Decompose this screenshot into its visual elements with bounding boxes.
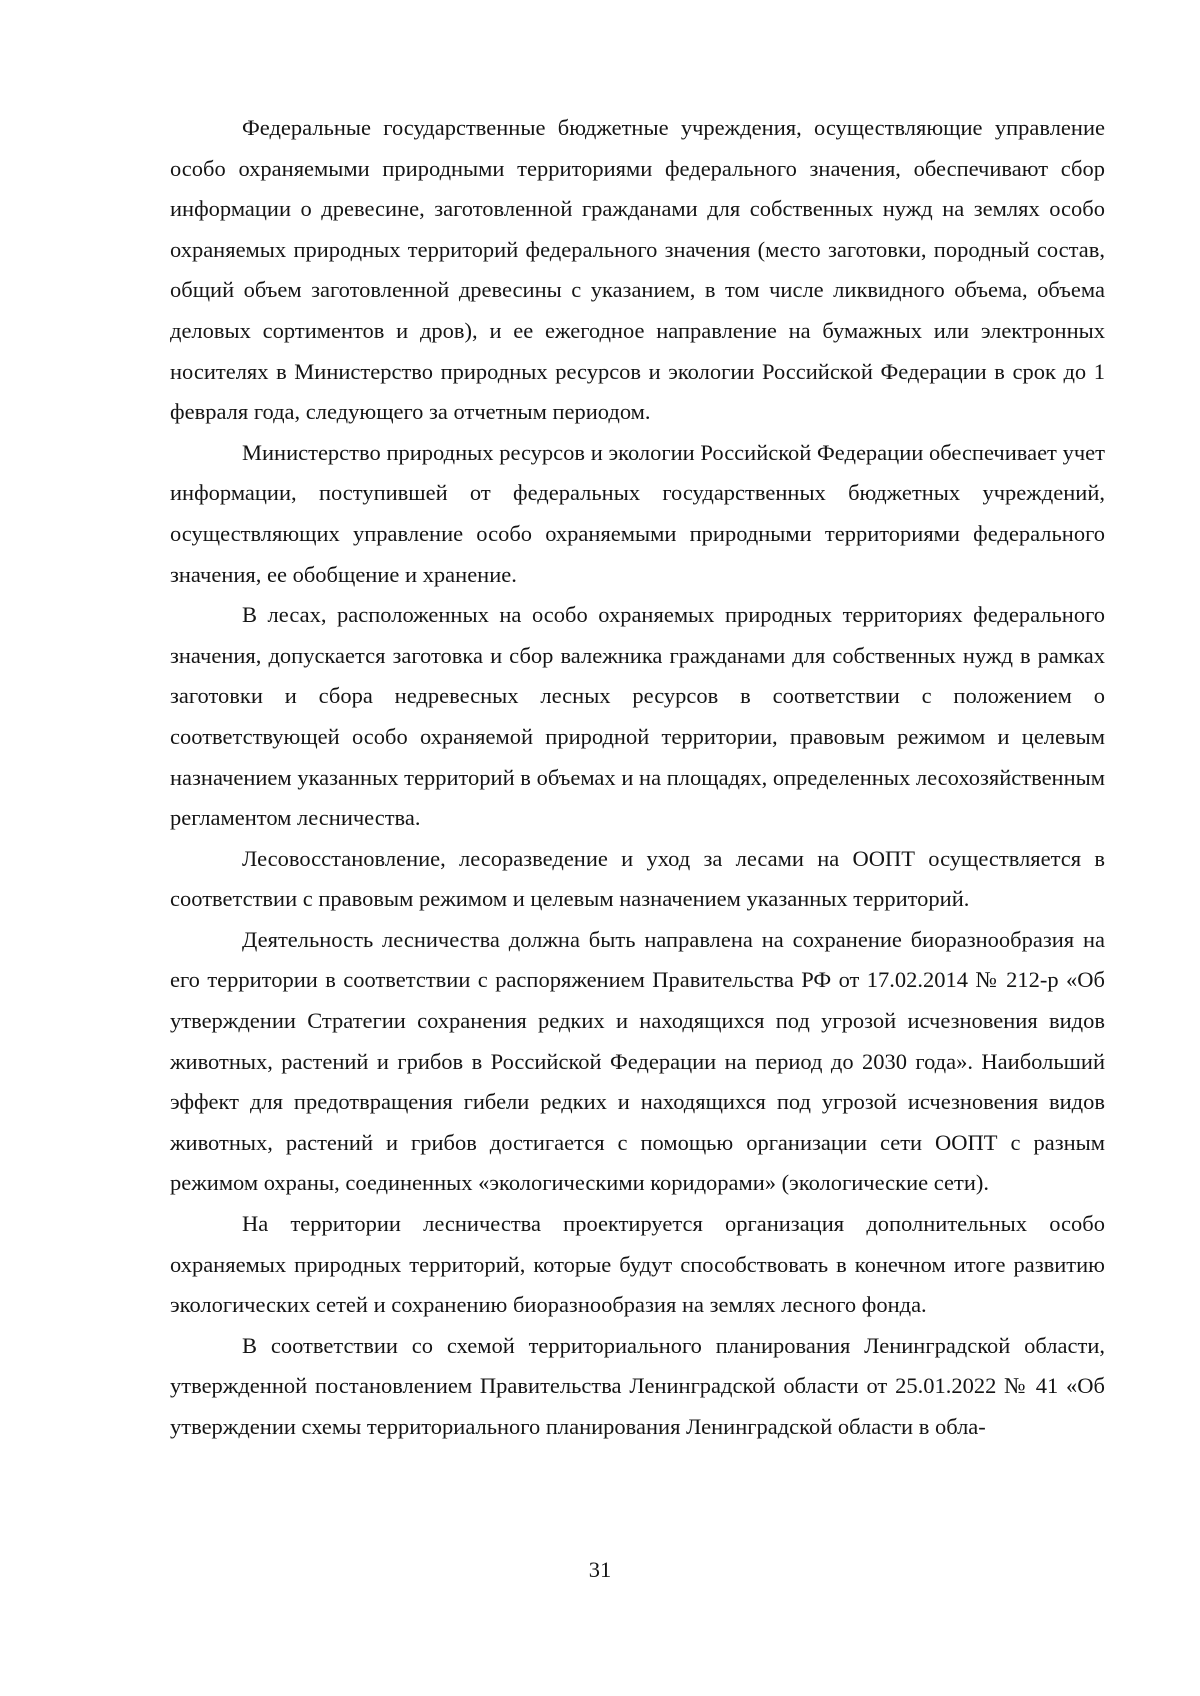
- paragraph-3: В лесах, расположенных на особо охраняемых природных территориях федерального значения, допускается заготовка и сбор валежника гражданами для собственных нужд в рамках заготовки и сбора недревесных лесных ресурсов в соответствии с положением о соответствующей особо охраняемой природной территории, правовым режимом и целевым назначением указанных территорий в объемах и на площадях, определенных лесохозяйственным регламентом лесничества.: [170, 602, 1105, 831]
- paragraph-7: В соответствии со схемой территориального планирования Ленинградской области, утвержденной постановлением Правительства Ленинградской области от 25.01.2022 № 41 «Об утверждении схемы территориального планирования Ленинградской области в обла-: [170, 1332, 1105, 1439]
- paragraph-2: Министерство природных ресурсов и экологии Российской Федерации обеспечивает учет информации, поступившей от федеральных государственных бюджетных учреждений, осуществляющих управление особо охраняемыми природными территориями федерального значения, ее обобщение и хранение.: [170, 439, 1105, 587]
- paragraph-1: Федеральные государственные бюджетные учреждения, осуществляющие управление особо охраняемыми природными территориями федерального значения, обеспечивают сбор информации о древесине, заготовленной гражданами для собственных нужд на землях особо охраняемых природных территорий федерального значения (место заготовки, породный состав, общий объем заготовленной древесины с указанием, в том числе ликвидного объема, объема деловых сортиментов и дров), и ее ежегодное направление на бумажных или электронных носителях в Министерство природных ресурсов и экологии Российской Федерации в срок до 1 февраля года, следующего за отчетным периодом.: [170, 115, 1105, 425]
- paragraph-4: Лесовосстановление, лесоразведение и уход за лесами на ООПТ осуществляется в соответствии с правовым режимом и целевым назначением указанных территорий.: [170, 845, 1105, 912]
- paragraph-6: На территории лесничества проектируется организация дополнительных особо охраняемых природных территорий, которые будут способствовать в конечном итоге развитию экологических сетей и сохранению биоразнообразия на землях лесного фонда.: [170, 1211, 1105, 1318]
- paragraph-5: Деятельность лесничества должна быть направлена на сохранение биоразнообразия на его территории в соответствии с распоряжением Правительства РФ от 17.02.2014 № 212-р «Об утверждении Стратегии сохранения редких и находящихся под угрозой исчезновения видов животных, растений и грибов в Российской Федерации на период до 2030 года». Наибольший эффект для предотвращения гибели редких и находящихся под угрозой исчезновения видов животных, растений и грибов достигается с помощью организации сети ООПТ с разным режимом охраны, соединенных «экологическими коридорами» (экологические сети).: [170, 926, 1105, 1196]
- page-number: 31: [588, 1557, 612, 1582]
- document-body: [170, 108, 1105, 1448]
